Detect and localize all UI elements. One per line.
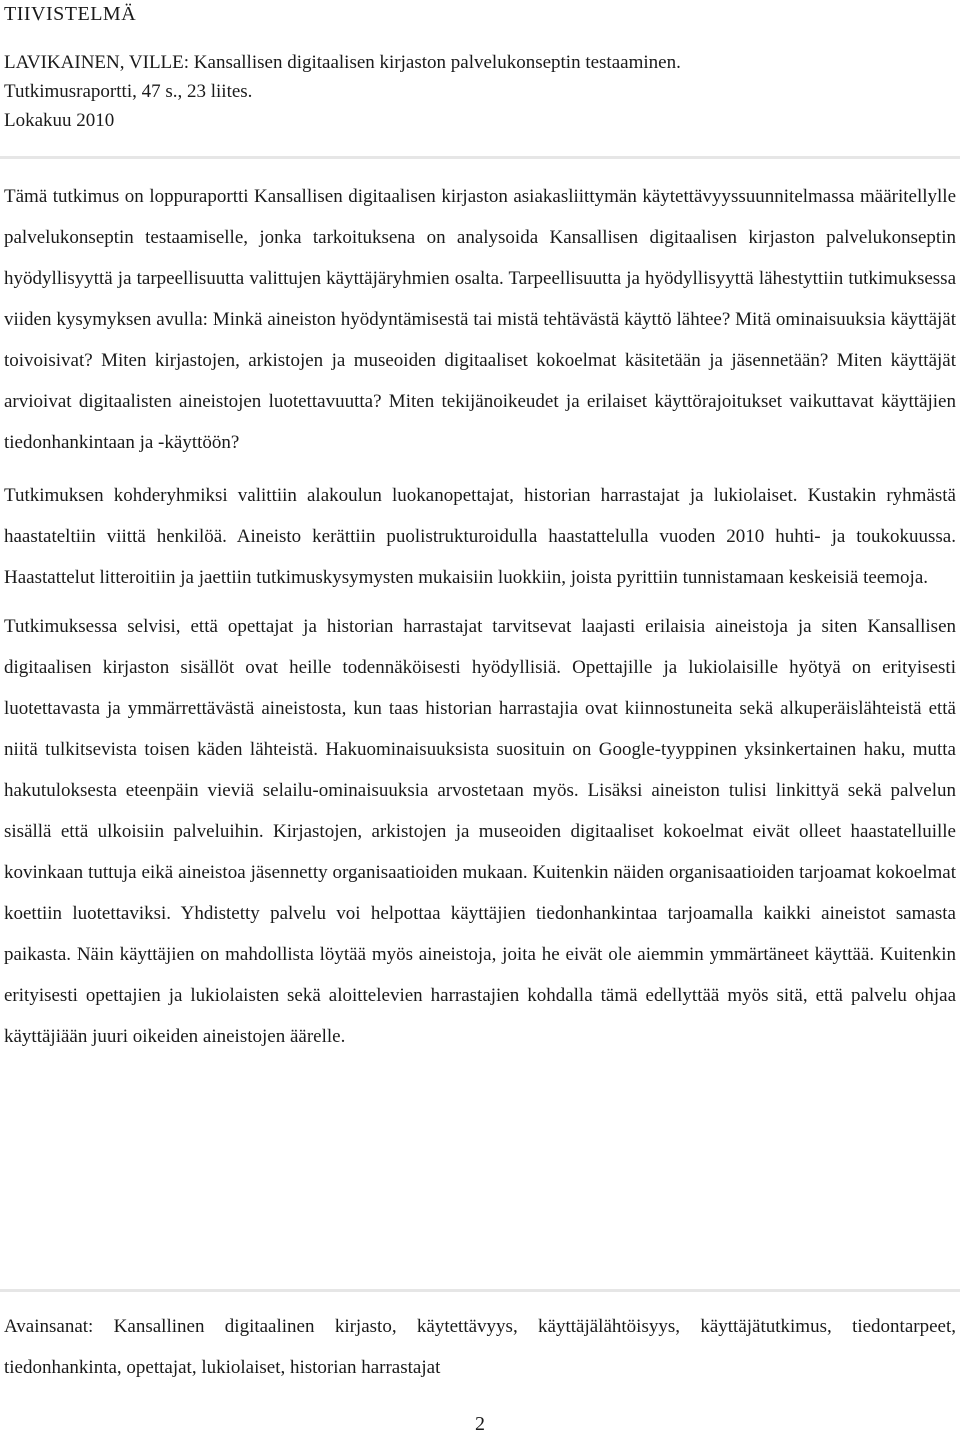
date-line: Lokakuu 2010 — [4, 110, 115, 131]
bottom-divider — [0, 1289, 960, 1292]
keywords: Avainsanat: Kansallinen digitaalinen kirjasto, käytettävyys, käyttäjälähtöisyys, käyttäjätutkimus, tiedontarpeet, tiedonhankinta, opettajat, lukiolaiset, historian harrastajat — [4, 1316, 956, 1378]
abstract-paragraph: Tämä tutkimus on loppuraportti Kansallisen digitaalisen kirjaston asiakasliittymän käytettävyyssuunnitelmassa määritellylle palvelukonseptin testaamiselle, jonka tarkoituksena on analysoida Kansallisen digitaalisen kirjaston palvelukonseptin hyödyllisyyttä ja tarpeellisuutta valittujen käyttäjäryhmien osalta. Tarpeellisuutta ja hyödyllisyyttä lähestyttiin tutkimuksessa viiden kysymyksen avulla: Minkä aineiston hyödyntämisestä tai mistä tehtävästä käyttö lähtee? Mitä ominaisuuksia käyttäjät toivoisivat? Miten kirjastojen, arkistojen ja museoiden digitaaliset kokoelmat käsitetään ja jäsennetään? Miten käyttäjät arvioivat digitaalisten aineistojen luotettavuutta? Miten tekijänoikeudet ja erilaiset käyttörajoitukset vaikuttavat käyttäjien tiedonhankintaan ja -käyttöön? — [4, 186, 956, 453]
report-info-line: Tutkimusraportti, 47 s., 23 liites. — [4, 81, 253, 102]
top-divider — [0, 156, 960, 159]
abstract-paragraph: Tutkimuksessa selvisi, että opettajat ja historian harrastajat tarvitsevat laajasti erilaisia aineistoja ja siten Kansallisen digitaalisen kirjaston sisällöt ovat heille todennäköisesti hyödyllisiä. Opettajille ja lukiolaisille hyötyä on erityisesti luotettavasta ja ymmärrettävästä aineistosta, kun taas historian harrastajia ovat kiinnostuneita sekä alkuperäislähteistä että niitä tulkitsevista toisen käden lähteistä. Hakuominaisuuksista suosituin on Google-tyyppinen yksinkertainen haku, mutta hakutuloksesta eteenpäin vieviä selailu-ominaisuuksia arvostetaan myös. Lisäksi aineiston tulisi linkittyä sekä palvelun sisällä että ulkoisiin palveluihin. Kirjastojen, arkistojen ja museoiden digitaaliset kokoelmat eivät olleet haastatelluille kovinkaan tuttuja eikä aineistoa jäsennetty organisaatioiden mukaan. Kuitenkin näiden organisaatioiden tarjoamat kokoelmat koettiin luotettaviksi. Yhdistetty palvelu voi helpottaa käyttäjien tiedonhankintaa tarjoamalla kaikki aineistot samasta paikasta. Näin käyttäjien on mahdollista löytää myös aineistoja, joita he eivät ole aiemmin ymmärtäneet käyttää. Kuitenkin erityisesti opettajien ja lukiolaisten sekä aloittelevien harrastajien kohdalla tämä edellyttää myös sitä, että palvelu ohjaa käyttäjiään juuri oikeiden aineistojen äärelle. — [4, 616, 956, 1047]
page-number: 2 — [475, 1413, 485, 1435]
abstract-body — [4, 176, 956, 1069]
report-metadata — [4, 48, 956, 135]
author-title-line: LAVIKAINEN, VILLE: Kansallisen digitaalisen kirjaston palvelukonseptin testaaminen. — [4, 52, 681, 73]
document-page — [4, 0, 956, 1440]
page-heading: TIIVISTELMÄ — [4, 3, 137, 25]
abstract-paragraph: Tutkimuksen kohderyhmiksi valittiin alakoulun luokanopettajat, historian harrastajat ja lukiolaiset. Kustakin ryhmästä haastateltiin viittä henkilöä. Aineisto kerättiin puolistrukturoidulla haastattelulla vuoden 2010 huhti- ja toukokuussa. Haastattelut litteroitiin ja jaettiin tutkimuskysymysten mukaisiin luokkiin, joista pyrittiin tunnistamaan keskeisiä teemoja. — [4, 485, 956, 588]
